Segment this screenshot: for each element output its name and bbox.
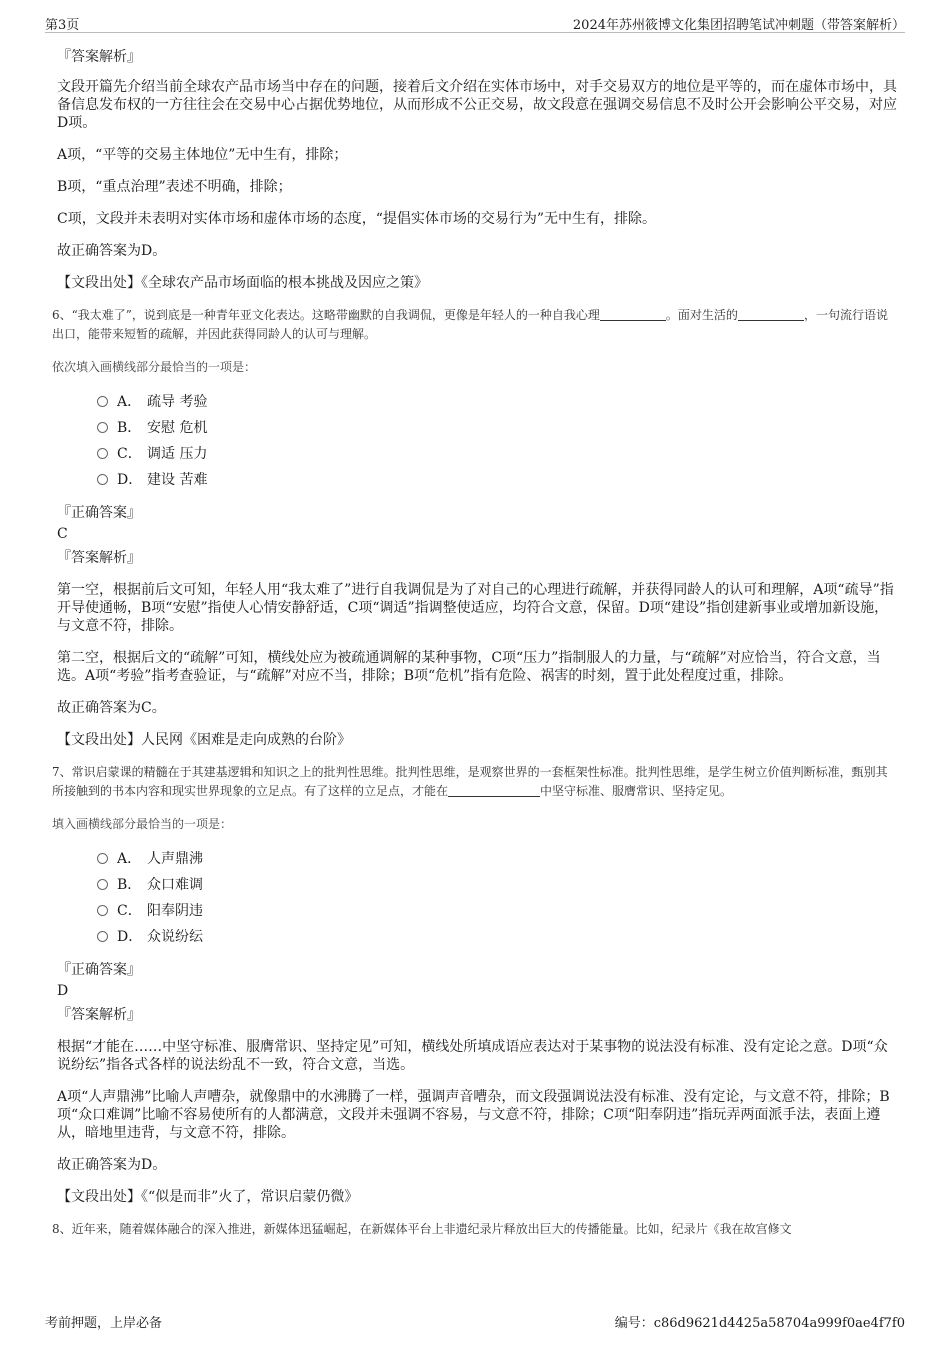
option-d[interactable]: D． 众说纷纭	[97, 924, 897, 950]
source: 【文段出处】人民网《困难是走向成熟的台阶》	[57, 732, 351, 748]
radio-icon[interactable]	[97, 396, 108, 407]
prev-analysis-para: 文段开篇先介绍当前全球农产品市场当中存在的问题，接着后文介绍在实体市场中，对手交易双方的地位是平等的，而在虚体市场中，具备信息发布权的一方往往会在交易中心占据优势地位，从而形成不公正交易，故文段意在强调交易信息不及时公开会影响公平交易，对应D项。	[57, 79, 897, 131]
analysis-para: 第一空，根据前后文可知，年轻人用“我太难了”进行自我调侃是为了对自己的心理进行疏解，并获得同龄人的认可和理解，A项“疏导”指开导使通畅，B项“安慰”指使人心情安静舒适，C项“调适”指调整使适应，均符合文意，保留。D项“建设”指创建新事业或增加新设施，与文意不符，排除。	[57, 582, 894, 634]
option-c[interactable]: C． 调适 压力	[97, 441, 897, 467]
option-b[interactable]: B． 安慰 危机	[97, 415, 897, 441]
analysis-para: 第二空，根据后文的“疏解”可知，横线处应为被疏通调解的某种事物，C项“压力”指制服人的力量，与“疏解”对应恰当，符合文意，当选。A项“考验”指考查验证，与“疏解”对应不当，排除；B项“危机”指有危险、祸害的时刻，置于此处程度过重，排除。	[57, 650, 881, 684]
prev-analysis-tag: 『答案解析』	[57, 49, 141, 65]
question-6-stem: 6、“我太难了”，说到底是一种青年亚文化表达。这略带幽默的自我调侃，更像是年轻人的一种自我心理 。面对生活的 ，一句流行语说出口，能带来短暂的疏解，并因此获得同龄人的认可与理解。	[52, 308, 888, 341]
document-code: 编号：c86d9621d4425a58704a999f0ae4f7f0	[614, 1316, 905, 1331]
question-8-stem: 8、近年来，随着媒体融合的深入推进，新媒体迅猛崛起，在新媒体平台上非遗纪录片释放出巨大的传播能量。比如，纪录片《我在故宫修文	[52, 1222, 792, 1236]
option-a[interactable]: A． 疏导 考验	[97, 389, 897, 415]
page-content	[52, 48, 897, 1253]
fill-blank	[600, 308, 666, 321]
radio-icon[interactable]	[97, 422, 108, 433]
option-a[interactable]: A． 人声鼎沸	[97, 846, 897, 872]
option-c[interactable]: C． 阳奉阴违	[97, 898, 897, 924]
prev-source: 【文段出处】《全球农产品市场面临的根本挑战及因应之策》	[57, 275, 428, 291]
correct-answer: C	[57, 526, 68, 542]
question-7-options	[97, 846, 897, 950]
radio-icon[interactable]	[97, 853, 108, 864]
radio-icon[interactable]	[97, 931, 108, 942]
page-header	[45, 12, 905, 33]
radio-icon[interactable]	[97, 448, 108, 459]
question-7-stem: 7、常识启蒙课的精髓在于其建基逻辑和知识之上的批判性思维。批判性思维，是观察世界的一套框架性标准。批判性思维，是学生树立价值判断标准，甄别其所接触到的书本内容和现实世界现象的立足点。有了这样的立足点，才能在 中坚守标准、服膺常识、坚持定见。	[52, 765, 888, 798]
footer-slogan: 考前押题，上岸必备	[45, 1316, 163, 1331]
prev-analysis-para: A项，“平等的交易主体地位”无中生有，排除；	[57, 147, 348, 163]
radio-icon[interactable]	[97, 905, 108, 916]
correct-answer-tag: 『正确答案』	[57, 962, 141, 978]
prev-analysis-para: C项，文段并未表明对实体市场和虚体市场的态度，“提倡实体市场的交易行为”无中生有，排除。	[57, 211, 657, 227]
fill-blank	[448, 784, 540, 797]
document-title: 2024年苏州筱博文化集团招聘笔试冲刺题（带答案解析）	[572, 18, 905, 33]
correct-answer: D	[57, 983, 69, 999]
source: 【文段出处】《“似是而非”火了，常识启蒙仍微》	[57, 1189, 359, 1205]
prev-analysis-para: B项，“重点治理”表述不明确，排除；	[57, 179, 292, 195]
page-number: 第3页	[45, 18, 80, 33]
answer-conclusion: 故正确答案为D。	[57, 1157, 167, 1173]
analysis-tag: 『答案解析』	[57, 550, 141, 566]
analysis-para: 根据“才能在……中坚守标准、服膺常识、坚持定见”可知，横线处所填成语应表达对于某事物的说法没有标准、没有定论之意。D项“众说纷纭”指各式各样的说法纷乱不一致，符合文意，当选。	[57, 1039, 888, 1073]
analysis-tag: 『答案解析』	[57, 1007, 141, 1023]
option-d[interactable]: D． 建设 苦难	[97, 467, 897, 493]
radio-icon[interactable]	[97, 474, 108, 485]
radio-icon[interactable]	[97, 879, 108, 890]
answer-conclusion: 故正确答案为C。	[57, 700, 166, 716]
option-b[interactable]: B． 众口难调	[97, 872, 897, 898]
correct-answer-tag: 『正确答案』	[57, 505, 141, 521]
question-6-instruction: 依次填入画横线部分最恰当的一项是：	[52, 360, 257, 374]
question-6-options	[97, 389, 897, 493]
prev-answer-conclusion: 故正确答案为D。	[57, 243, 167, 259]
analysis-para: A项“人声鼎沸”比喻人声嘈杂，就像鼎中的水沸腾了一样，强调声音嘈杂，而文段强调说法没有标准、没有定论，与文意不符，排除；B项“众口难调”比喻不容易使所有的人都满意，文段并未强调不容易，与文意不符，排除；C项“阳奉阴违”指玩弄两面派手法，表面上遵从，暗地里违背，与文意不符，排除。	[57, 1089, 890, 1141]
question-7-instruction: 填入画横线部分最恰当的一项是：	[52, 817, 233, 831]
fill-blank	[738, 308, 804, 321]
